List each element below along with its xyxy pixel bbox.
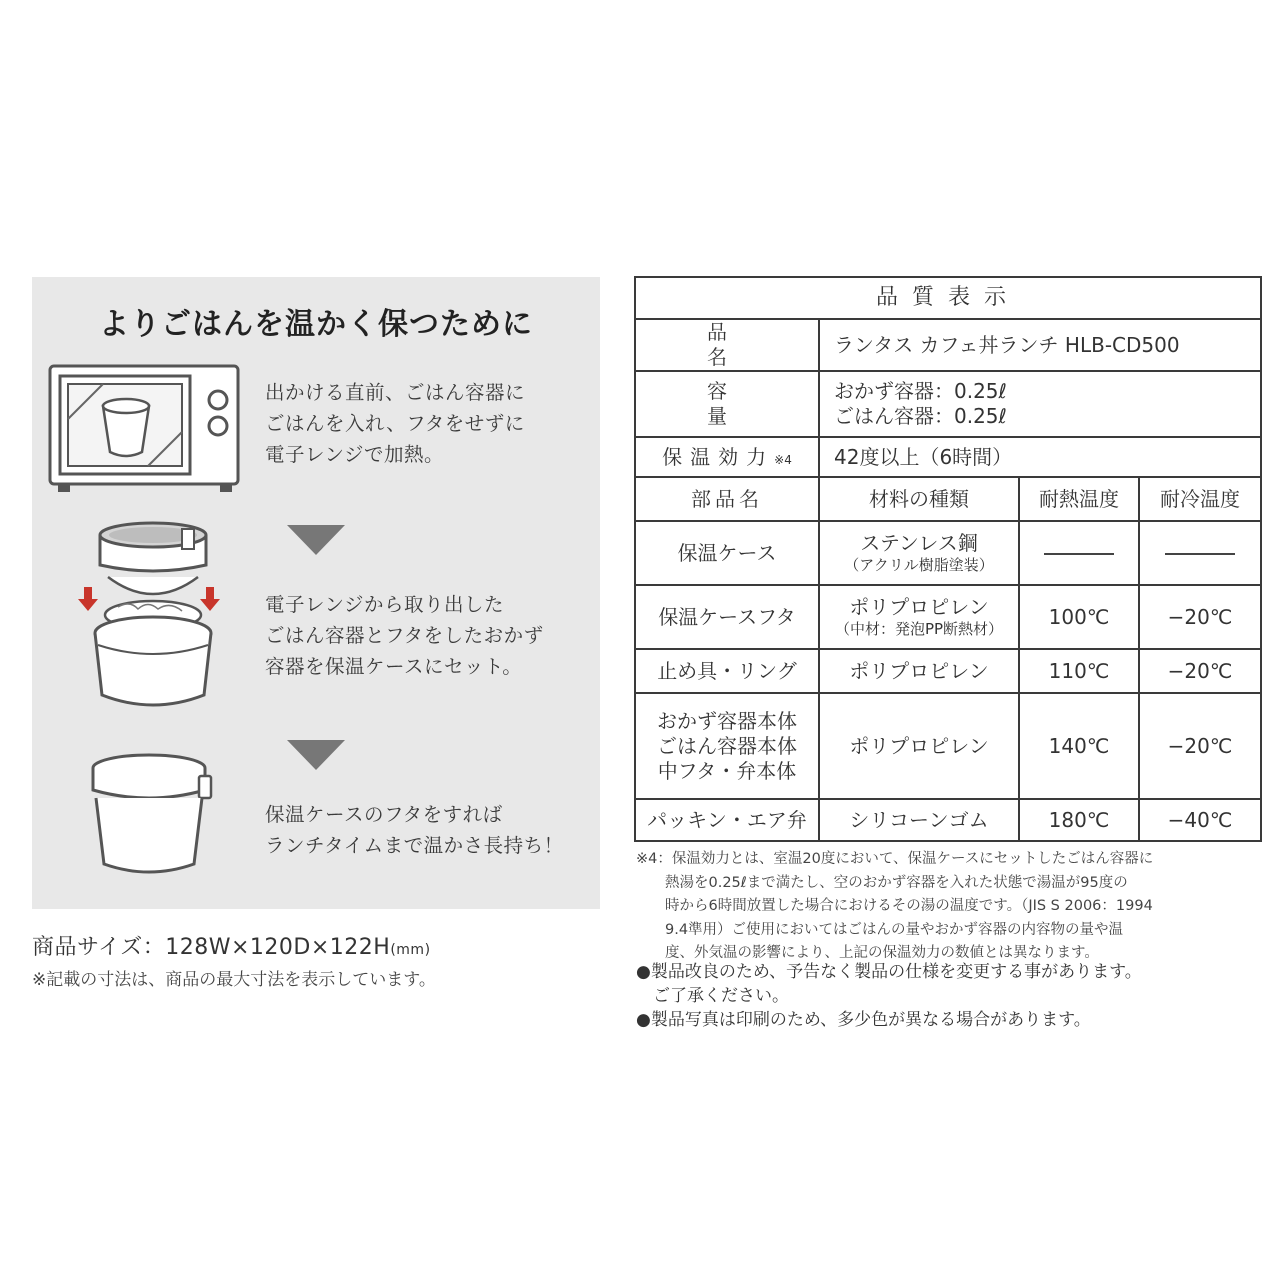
col-part: 部品名 [635,477,819,521]
list-item: ご了承ください。 [636,986,789,1006]
dash [1165,553,1235,555]
step-3-text: 保温ケースのフタをすれば ランチタイムまで温かさ長持ち！ [265,803,564,857]
microwave-icon [48,364,242,494]
stacking-containers-icon [78,515,228,725]
lunch-jar-icon [86,750,216,880]
table-title: 品質表示 [635,277,1261,319]
col-cold: 耐冷温度 [1139,477,1261,521]
step-1-text: 出かける直前、ごはん容器に ごはんを入れ、フタをせずに 電子レンジで加熱。 [265,381,526,466]
table-row: パッキン・エア弁 シリコーンゴム 180℃ −40℃ [635,799,1261,841]
table-row: 保温ケースフタ ポリプロピレン （中材：発泡PP断熱材） 100℃ −20℃ [635,585,1261,649]
quality-table [634,276,1262,842]
col-heat: 耐熱温度 [1019,477,1139,521]
table-row: おかず容器本体 ごはん容器本体 中フタ・弁本体 ポリプロピレン 140℃ −20℃ [635,693,1261,799]
capacity-value: おかず容器：0.25ℓ ごはん容器：0.25ℓ [819,371,1261,437]
name-value: ランタス カフェ丼ランチ HLB-CD500 [819,319,1261,371]
step-2-text: 電子レンジから取り出した ごはん容器とフタをしたおかず 容器を保温ケースにセット。 [265,593,544,678]
retention-footnote: ※4：保温効力とは、室温20度において、保温ケースにセットしたごはん容器に 熱湯を0.25ℓまで満たし、空のおかず容器を入れた状態で湯温が95度の 時から6時間放置した場合におけるその湯の温度です。（JIS S 2006：1994 9.4準用）ご使用においてはごはんの量やおかず容器の内容物の量や温 度、外気温の影響により、上記の保温効力の数値とは異なります。 [636,851,1154,961]
col-material: 材料の種類 [819,477,1019,521]
usage-tips-panel [32,277,600,909]
table-row: 保温ケース ステンレス鋼 （アクリル樹脂塗装） [635,521,1261,585]
capacity-label: 容量 [635,371,819,437]
panel-title: よりごはんを温かく保つために [99,307,533,342]
down-triangle-icon [287,525,345,555]
table-row: 止め具・リング ポリプロピレン 110℃ −20℃ [635,649,1261,693]
retention-value: 42度以上（6時間） [819,437,1261,477]
product-size: 商品サイズ：128W×120D×122H(mm) [32,935,431,960]
notice-list [636,960,1260,1032]
retention-label: 保温効力※4 [635,437,819,477]
list-item: ●製品写真は印刷のため、多少色が異なる場合があります。 [636,1010,1091,1030]
name-label: 品名 [635,319,819,371]
down-triangle-icon [287,740,345,770]
size-note: ※記載の寸法は、商品の最大寸法を表示しています。 [32,970,436,990]
dash [1044,553,1114,555]
list-item: ●製品改良のため、予告なく製品の仕様を変更する事があります。 [636,962,1142,982]
